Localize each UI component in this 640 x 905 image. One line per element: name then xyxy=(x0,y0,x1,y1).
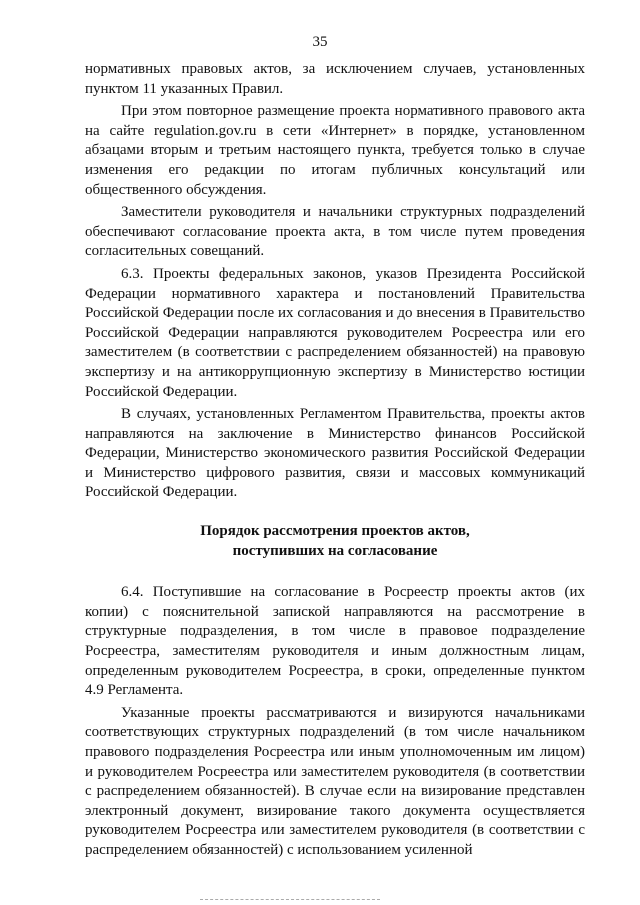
paragraph-6-4: 6.4. Поступившие на согласование в Росреестр проекты актов (их копии) с пояснительной запиской направляются на рассмотрение в структурные подразделения, в том числе в правовое подразделение Росреестра, заместителям руководителя и иным должностным лицам, определенным руководителем Росреестра, в сроки, определенные пунктом 4.9 Регламента. xyxy=(85,584,585,699)
paragraph-deputies: Заместители руководителя и начальники структурных подразделений обеспечивают согласование проекта акта, в том числе путем проведения согласительных совещаний. xyxy=(85,204,585,260)
scan-edge-mark xyxy=(200,899,380,901)
paragraph-regulation-cases: В случаях, установленных Регламентом Правительства, проекты актов направляются на заключение в Министерство финансов Российской Федерации, Министерство экономического развития Российской Федерации и Министерство цифрового развития, связи и массовых коммуникаций Российской Федерации. xyxy=(85,406,585,501)
document-body xyxy=(85,60,585,861)
paragraph-review-visa: Указанные проекты рассматриваются и визируются начальниками соответствующих структурных подразделений (в том числе начальником правового подразделения Росреестра или иным уполномоченным им лицом) и руководителем Росреестра или заместителем руководителя (в соответствии с распределением обязанностей). В случае если на визирование представлен электронный документ, визирование такого документа осуществляется руководителем Росреестра или заместителем руководителя (в соответствии с распределением обязанностей) с использованием усиленной xyxy=(85,704,585,858)
paragraph-republication: При этом повторное размещение проекта нормативного правового акта на сайте regulation.gov.ru в сети «Интернет» в порядке, установленном абзацами вторым и третьим настоящего пункта, требуется только в случае изменения его редакции по итогам публичных консультаций или общественного обсуждения. xyxy=(85,103,585,198)
paragraph-6-3: 6.3. Проекты федеральных законов, указов Президента Российской Федерации нормативного характера и постановлений Правительства Российской Федерации после их согласования и до внесения в Правительство Российской Федерации направляются руководителем Росреестра или его заместителем (в соответствии с распределением обязанностей) на правовую экспертизу и на антикоррупционную экспертизу в Министерство юстиции Российской Федерации. xyxy=(85,265,585,400)
paragraph-continuation: нормативных правовых актов, за исключением случаев, установленных пунктом 11 указанных Правил. xyxy=(85,61,585,97)
page-number: 35 xyxy=(312,34,328,50)
section-heading-line-2: поступивших на согласование xyxy=(232,542,438,559)
section-heading-line-1: Порядок рассмотрения проектов актов, xyxy=(200,523,470,540)
